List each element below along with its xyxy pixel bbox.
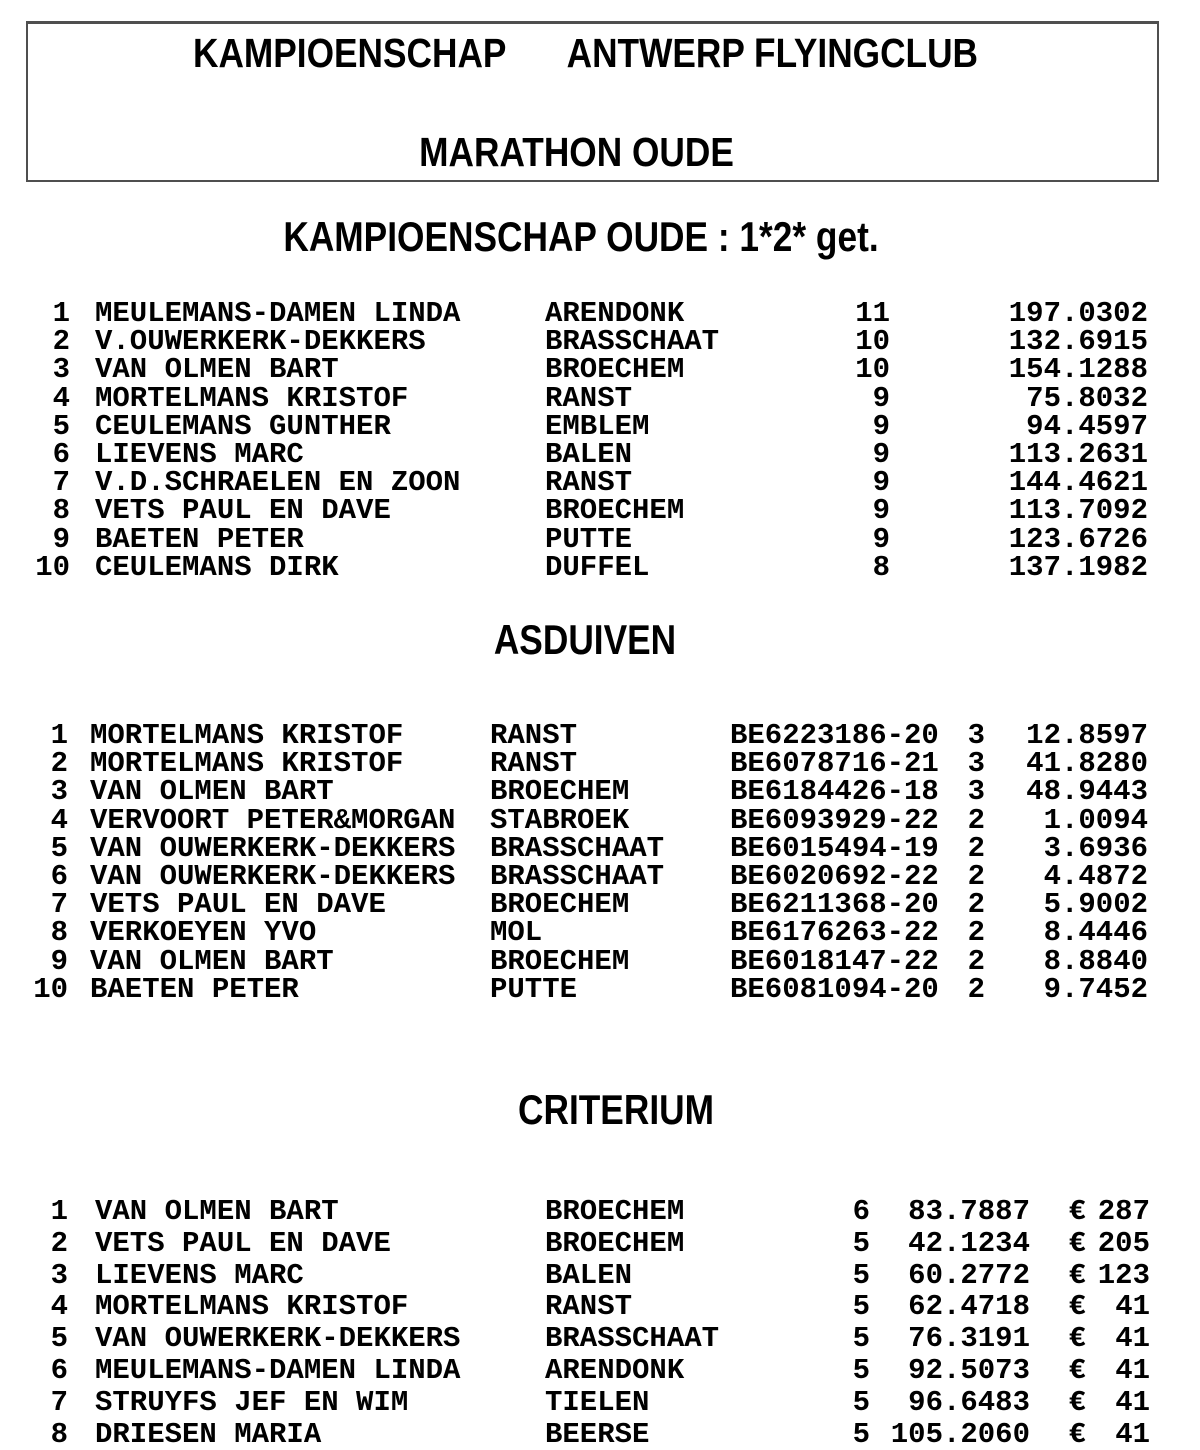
name-cell: MORTELMANS KRISTOF — [95, 384, 409, 413]
score-cell: 113.2631 — [1008, 440, 1148, 470]
score-cell: 76.3191 — [908, 1323, 1030, 1355]
table-row — [0, 948, 1200, 976]
section-heading-oude: KAMPIOENSCHAP OUDE : 1*2* get. — [283, 213, 879, 260]
score-cell: 197.0302 — [1008, 300, 1148, 329]
count-cell: 5 — [852, 1386, 870, 1419]
place-cell: BROECHEM — [490, 891, 630, 920]
place-cell: ARENDONK — [545, 1354, 685, 1387]
score-cell: 105.2060 — [890, 1418, 1030, 1450]
count-cell: 3 — [967, 722, 985, 751]
place-cell: PUTTE — [490, 975, 578, 1004]
count-cell: 9 — [872, 412, 890, 441]
score-cell: 8.4446 — [1043, 919, 1148, 948]
count-cell: 10 — [855, 356, 890, 385]
name-cell: VAN OLMEN BART — [90, 947, 334, 976]
ring-cell: BE6018147-22 — [730, 947, 939, 976]
currency-cell: € — [1068, 1291, 1086, 1324]
place-cell: BROECHEM — [545, 497, 685, 526]
currency-cell: € — [1068, 1259, 1086, 1292]
place-cell: TIELEN — [545, 1386, 650, 1419]
count-cell: 2 — [967, 919, 985, 948]
count-cell: 3 — [967, 778, 985, 807]
name-cell: VETS PAUL EN DAVE — [90, 891, 386, 920]
amount-cell: 41 — [1115, 1354, 1150, 1387]
name-cell: VAN OLMEN BART — [95, 356, 339, 385]
name-cell: LIEVENS MARC — [95, 1259, 304, 1292]
name-cell: VAN OUWERKERK-DEKKERS — [90, 862, 456, 892]
name-cell: VAN OLMEN BART — [95, 1196, 339, 1228]
rank-cell: 6 — [50, 862, 68, 892]
score-cell: 42.1234 — [908, 1227, 1030, 1260]
table-row — [0, 441, 1200, 469]
amount-cell: 41 — [1115, 1418, 1150, 1450]
rank-cell: 3 — [50, 1259, 68, 1292]
criterium-results-table — [0, 1196, 1200, 1450]
score-cell: 75.8032 — [1026, 384, 1148, 413]
score-cell: 62.4718 — [908, 1291, 1030, 1324]
count-cell: 9 — [872, 497, 890, 526]
place-cell: BROECHEM — [545, 1196, 685, 1228]
rank-cell: 2 — [50, 750, 68, 779]
score-cell: 41.8280 — [1026, 750, 1148, 779]
name-cell: LIEVENS MARC — [95, 440, 304, 470]
table-row — [0, 1260, 1200, 1292]
rank-cell: 4 — [50, 806, 68, 835]
place-cell: PUTTE — [545, 525, 633, 554]
score-cell: 132.6915 — [1008, 328, 1148, 357]
place-cell: RANST — [490, 750, 578, 779]
score-cell: 1.0094 — [1043, 806, 1148, 835]
rank-cell: 2 — [50, 1227, 68, 1260]
place-cell: BRASSCHAAT — [490, 834, 665, 863]
amount-cell: 123 — [1097, 1259, 1150, 1292]
currency-cell: € — [1068, 1354, 1086, 1387]
table-row — [0, 919, 1200, 947]
table-row — [0, 328, 1200, 356]
ring-cell: BE6176263-22 — [730, 919, 939, 948]
rank-cell: 9 — [52, 525, 70, 554]
count-cell: 11 — [855, 300, 890, 329]
place-cell: BROECHEM — [545, 356, 685, 385]
name-cell: VERVOORT PETER&MORGAN — [90, 806, 456, 835]
score-cell: 154.1288 — [1008, 356, 1148, 385]
place-cell: BROECHEM — [490, 947, 630, 976]
table-row — [0, 891, 1200, 919]
place-cell: RANST — [545, 384, 633, 413]
score-cell: 3.6936 — [1043, 834, 1148, 863]
place-cell: RANST — [545, 469, 633, 498]
table-row — [0, 1196, 1200, 1228]
rank-cell: 5 — [50, 834, 68, 863]
rank-cell: 3 — [50, 778, 68, 807]
name-cell: VAN OUWERKERK-DEKKERS — [95, 1323, 461, 1355]
place-cell: ARENDONK — [545, 300, 685, 329]
document-title — [100, 31, 1071, 76]
count-cell: 3 — [967, 750, 985, 779]
rank-cell: 10 — [35, 553, 70, 582]
table-row — [0, 976, 1200, 1004]
place-cell: BROECHEM — [545, 1227, 685, 1260]
count-cell: 10 — [855, 328, 890, 357]
currency-cell: € — [1068, 1227, 1086, 1260]
score-cell: 92.5073 — [908, 1354, 1030, 1387]
table-row — [0, 300, 1200, 328]
table-row — [0, 385, 1200, 413]
place-cell: RANST — [545, 1291, 633, 1324]
place-cell: BRASSCHAAT — [545, 328, 720, 357]
header-box — [26, 21, 1159, 182]
name-cell: MEULEMANS-DAMEN LINDA — [95, 300, 461, 329]
name-cell: VAN OLMEN BART — [90, 778, 334, 807]
table-row — [0, 554, 1200, 582]
name-cell: BAETEN PETER — [90, 975, 299, 1004]
rank-cell: 2 — [52, 328, 70, 357]
rank-cell: 1 — [50, 722, 68, 751]
count-cell: 5 — [852, 1259, 870, 1292]
place-cell: DUFFEL — [545, 553, 650, 582]
ring-cell: BE6211368-20 — [730, 891, 939, 920]
title-championship-label: KAMPIOENSCHAP — [192, 30, 507, 76]
rank-cell: 8 — [50, 1418, 68, 1450]
table-row — [0, 469, 1200, 497]
rank-cell: 7 — [52, 469, 70, 498]
currency-cell: € — [1068, 1386, 1086, 1419]
ring-cell: BE6020692-22 — [730, 862, 939, 892]
score-cell: 94.4597 — [1026, 412, 1148, 441]
name-cell: MORTELMANS KRISTOF — [90, 750, 404, 779]
oude-results-table — [0, 300, 1200, 582]
amount-cell: 205 — [1097, 1227, 1150, 1260]
count-cell: 9 — [872, 384, 890, 413]
place-cell: MOL — [490, 919, 543, 948]
name-cell: DRIESEN MARIA — [95, 1418, 322, 1450]
table-row — [0, 1387, 1200, 1419]
name-cell: VETS PAUL EN DAVE — [95, 497, 391, 526]
table-row — [0, 526, 1200, 554]
ring-cell: BE6015494-19 — [730, 834, 939, 863]
score-cell: 113.7092 — [1008, 497, 1148, 526]
amount-cell: 41 — [1115, 1291, 1150, 1324]
amount-cell: 41 — [1115, 1386, 1150, 1419]
name-cell: V.OUWERKERK-DEKKERS — [95, 328, 426, 357]
amount-cell: 287 — [1097, 1196, 1150, 1228]
place-cell: BALEN — [545, 440, 633, 470]
score-cell: 137.1982 — [1008, 553, 1148, 582]
score-cell: 96.6483 — [908, 1386, 1030, 1419]
rank-cell: 9 — [50, 947, 68, 976]
name-cell: CEULEMANS GUNTHER — [95, 412, 391, 441]
table-row — [0, 778, 1200, 806]
name-cell: CEULEMANS DIRK — [95, 553, 339, 582]
section-heading-criterium: CRITERIUM — [517, 1086, 714, 1133]
count-cell: 2 — [967, 975, 985, 1004]
count-cell: 2 — [967, 834, 985, 863]
name-cell: MORTELMANS KRISTOF — [95, 1291, 409, 1324]
score-cell: 4.4872 — [1043, 862, 1148, 892]
table-row — [0, 722, 1200, 750]
score-cell: 60.2772 — [908, 1259, 1030, 1292]
asduiven-results-table — [0, 722, 1200, 1004]
ring-cell: BE6093929-22 — [730, 806, 939, 835]
table-row — [0, 497, 1200, 525]
ring-cell: BE6184426-18 — [730, 778, 939, 807]
name-cell: V.D.SCHRAELEN EN ZOON — [95, 469, 461, 498]
place-cell: BRASSCHAAT — [490, 862, 665, 892]
table-row — [0, 413, 1200, 441]
table-row — [0, 1291, 1200, 1323]
count-cell: 9 — [872, 469, 890, 498]
rank-cell: 5 — [52, 412, 70, 441]
score-cell: 83.7887 — [908, 1196, 1030, 1228]
place-cell: BRASSCHAAT — [545, 1323, 720, 1355]
place-cell: BALEN — [545, 1259, 633, 1292]
rank-cell: 4 — [50, 1291, 68, 1324]
table-row — [0, 1355, 1200, 1387]
count-cell: 8 — [872, 553, 890, 582]
place-cell: BROECHEM — [490, 778, 630, 807]
ring-cell: BE6078716-21 — [730, 750, 939, 779]
count-cell: 2 — [967, 891, 985, 920]
rank-cell: 7 — [50, 1386, 68, 1419]
rank-cell: 8 — [50, 919, 68, 948]
count-cell: 5 — [852, 1354, 870, 1387]
place-cell: STABROEK — [490, 806, 630, 835]
name-cell: VETS PAUL EN DAVE — [95, 1227, 391, 1260]
name-cell: BAETEN PETER — [95, 525, 304, 554]
rank-cell: 6 — [50, 1354, 68, 1387]
rank-cell: 4 — [52, 384, 70, 413]
rank-cell: 1 — [50, 1196, 68, 1228]
count-cell: 9 — [872, 440, 890, 470]
table-row — [0, 750, 1200, 778]
currency-cell: € — [1068, 1323, 1086, 1355]
ring-cell: BE6081094-20 — [730, 975, 939, 1004]
ring-cell: BE6223186-20 — [730, 722, 939, 751]
count-cell: 2 — [967, 947, 985, 976]
table-row — [0, 835, 1200, 863]
rank-cell: 6 — [52, 440, 70, 470]
score-cell: 12.8597 — [1026, 722, 1148, 751]
table-row — [0, 863, 1200, 891]
amount-cell: 41 — [1115, 1323, 1150, 1355]
count-cell: 5 — [852, 1323, 870, 1355]
count-cell: 5 — [852, 1227, 870, 1260]
table-row — [0, 1323, 1200, 1355]
score-cell: 144.4621 — [1008, 469, 1148, 498]
count-cell: 6 — [852, 1196, 870, 1228]
title-club-name: ANTWERP FLYINGCLUB — [566, 30, 979, 76]
document-subtitle: MARATHON OUDE — [419, 129, 734, 175]
name-cell: STRUYFS JEF EN WIM — [95, 1386, 409, 1419]
place-cell: EMBLEM — [545, 412, 650, 441]
rank-cell: 1 — [52, 300, 70, 329]
count-cell: 5 — [852, 1291, 870, 1324]
score-cell: 8.8840 — [1043, 947, 1148, 976]
table-row — [0, 356, 1200, 384]
score-cell: 123.6726 — [1008, 525, 1148, 554]
place-cell: RANST — [490, 722, 578, 751]
count-cell: 5 — [852, 1418, 870, 1450]
score-cell: 9.7452 — [1043, 975, 1148, 1004]
score-cell: 5.9002 — [1043, 891, 1148, 920]
place-cell: BEERSE — [545, 1418, 650, 1450]
count-cell: 2 — [967, 862, 985, 892]
rank-cell: 8 — [52, 497, 70, 526]
name-cell: VERKOEYEN YVO — [90, 919, 317, 948]
name-cell: VAN OUWERKERK-DEKKERS — [90, 834, 456, 863]
table-row — [0, 1419, 1200, 1450]
count-cell: 2 — [967, 806, 985, 835]
table-row — [0, 807, 1200, 835]
rank-cell: 7 — [50, 891, 68, 920]
rank-cell: 3 — [52, 356, 70, 385]
currency-cell: € — [1068, 1418, 1086, 1450]
rank-cell: 5 — [50, 1323, 68, 1355]
count-cell: 9 — [872, 525, 890, 554]
name-cell: MORTELMANS KRISTOF — [90, 722, 404, 751]
section-heading-asduiven: ASDUIVEN — [493, 616, 677, 663]
score-cell: 48.9443 — [1026, 778, 1148, 807]
table-row — [0, 1228, 1200, 1260]
currency-cell: € — [1068, 1196, 1086, 1228]
rank-cell: 10 — [33, 975, 68, 1004]
name-cell: MEULEMANS-DAMEN LINDA — [95, 1354, 461, 1387]
